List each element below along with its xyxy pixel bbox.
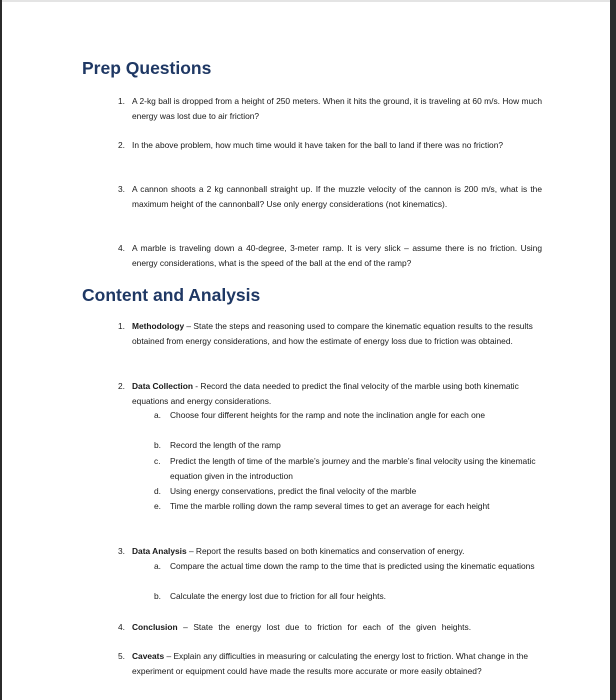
data-analysis-sub-b: b. Calculate the energy lost due to friction for all four heights. xyxy=(154,591,387,601)
conclusion-label: Conclusion xyxy=(132,622,178,632)
document-page xyxy=(2,2,608,700)
content-item-data-collection: 2. Data Collection - Record the data needed to predict the final velocity of the marble using both kinematic equations and energy considerations. xyxy=(118,381,519,406)
data-collection-sub-a: a. Choose four different heights for the ramp and note the inclination angle for each one xyxy=(154,410,486,420)
data-collection-text: - Record the data needed to predict the final velocity of the marble using both kinematic equations and energy considerations. xyxy=(132,381,519,406)
content-analysis-heading: Content and Analysis xyxy=(82,285,261,305)
conclusion-text: – State the energy lost due to friction for each of the given heights. xyxy=(177,622,472,632)
prep-question-1: 1. A 2-kg ball is dropped from a height of 250 meters. When it hits the ground, it is traveling at 60 m/s. How much energy was lost due to air friction? xyxy=(118,96,542,121)
content-item-data-analysis: 3. Data Analysis – Report the results based on both kinematics and conservation of energy. xyxy=(118,546,465,556)
prep-question-3: 3. A cannon shoots a 2 kg cannonball straight up. If the muzzle velocity of the cannon is 200 m/s, what is the maximum height of the cannonball? Use only energy considerations (not kinematics). xyxy=(118,184,542,209)
caveats-label: Caveats xyxy=(132,651,165,661)
data-analysis-sub-a: a. Compare the actual time down the ramp to the time that is predicted using the kinematic equations xyxy=(154,561,535,571)
right-border xyxy=(610,0,616,700)
data-analysis-text: – Report the results based on both kinematics and conservation of energy. xyxy=(186,546,465,556)
data-collection-sub-b: b. Record the length of the ramp xyxy=(154,440,281,450)
data-analysis-label: Data Analysis xyxy=(132,546,187,556)
prep-question-2: 2. In the above problem, how much time would it have taken for the ball to land if there was no friction? xyxy=(118,140,504,150)
data-collection-label: Data Collection xyxy=(132,381,193,391)
content-item-conclusion: 4. Conclusion – State the energy lost due to friction for each of the given heights. xyxy=(118,622,472,632)
methodology-text: – State the steps and reasoning used to compare the kinematic equation results to the results obtained from energy considerations, and how the estimate of energy loss due to friction was obtained. xyxy=(132,321,533,346)
data-collection-sub-c: c. Predict the length of time of the marble’s journey and the marble’s final velocity using the kinematic equation given in the introduction xyxy=(154,456,536,481)
data-collection-sub-e: e. Time the marble rolling down the ramp several times to get an average for each height xyxy=(154,501,490,511)
content-item-methodology: 1. Methodology – State the steps and reasoning used to compare the kinematic equation results to the results obtained from energy considerations, and how the estimate of energy loss due to friction was obtained. xyxy=(118,321,533,346)
data-collection-sub-d: d. Using energy conservations, predict the final velocity of the marble xyxy=(154,486,417,496)
prep-questions-heading: Prep Questions xyxy=(82,58,212,78)
content-item-caveats: 5. Caveats – Explain any difficulties in measuring or calculating the energy lost to friction. What change in the experiment or equipment could have made the results more accurate or more easily obtained? xyxy=(118,651,529,676)
methodology-label: Methodology xyxy=(132,321,185,331)
caveats-text: – Explain any difficulties in measuring or calculating the energy lost to friction. What change in the experiment or equipment could have made the results more accurate or more easily obtained? xyxy=(132,651,529,676)
prep-question-4: 4. A marble is traveling down a 40-degree, 3-meter ramp. It is very slick – assume there is no friction. Using energy considerations, what is the speed of the ball at the end of the ramp? xyxy=(118,243,542,268)
